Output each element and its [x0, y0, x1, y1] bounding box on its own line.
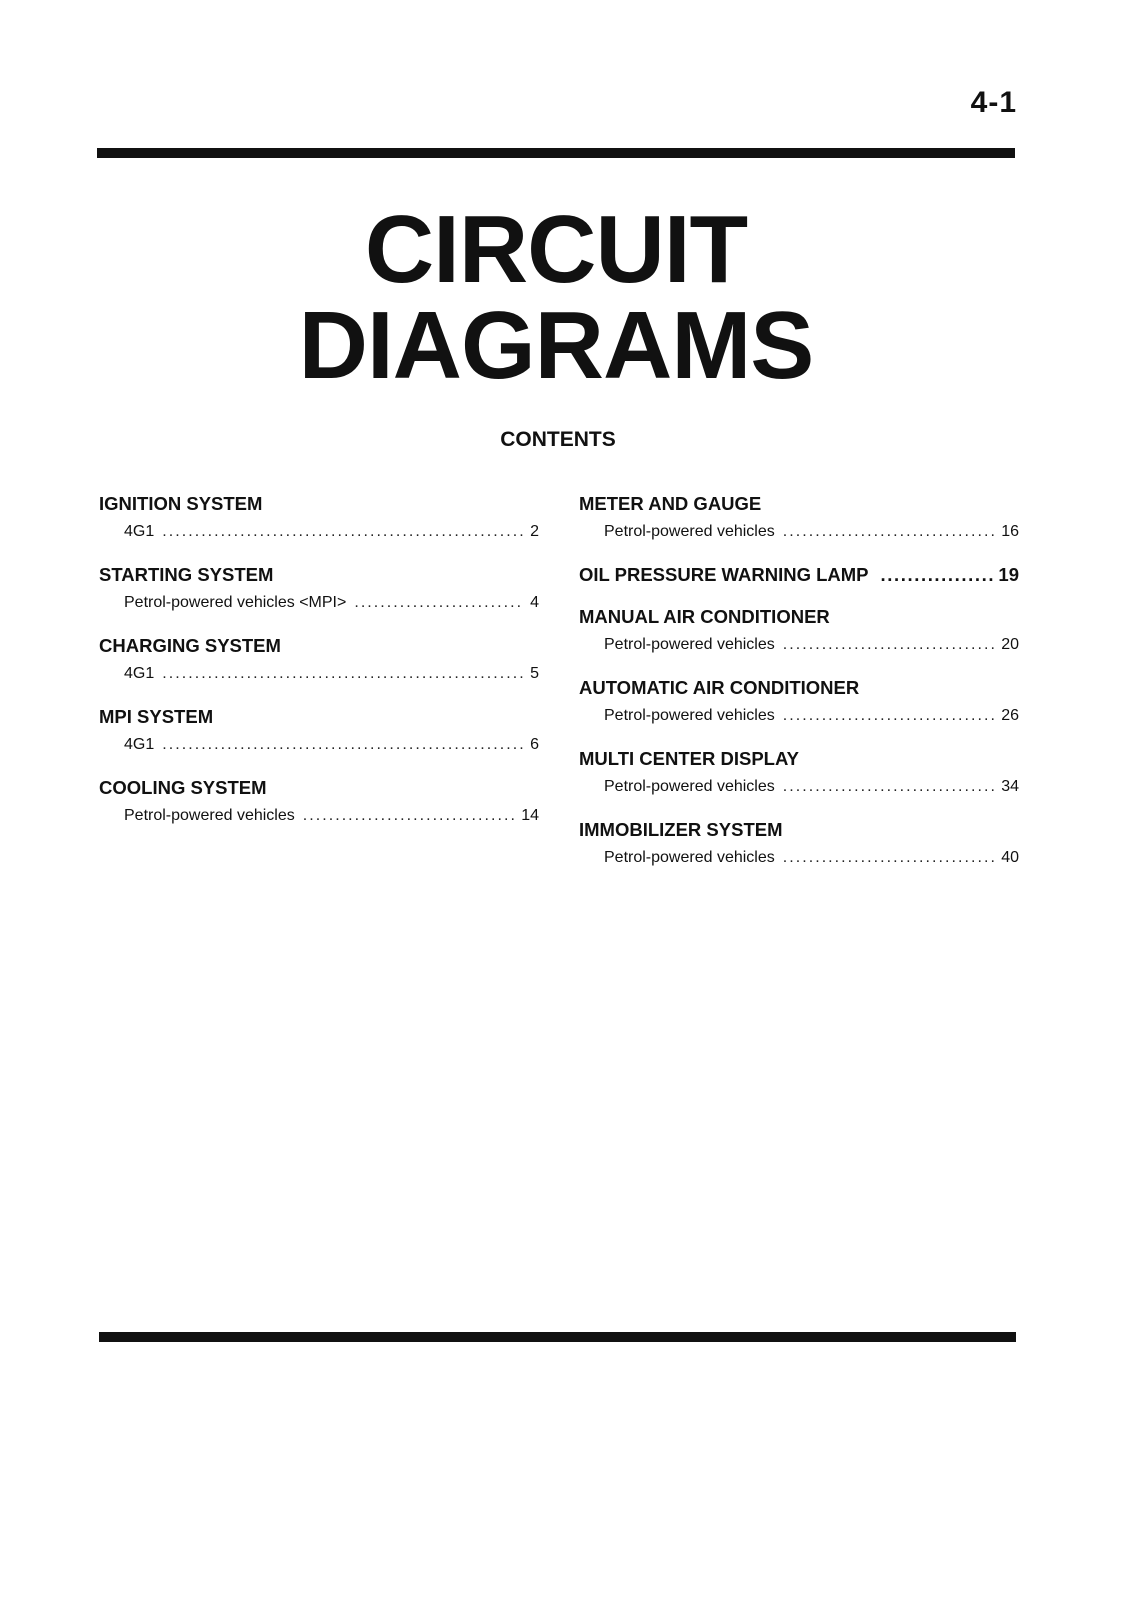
section-title: OIL PRESSURE WARNING LAMP: [579, 564, 869, 585]
section-title: MANUAL AIR CONDITIONER: [579, 606, 830, 627]
entry-label: Petrol-powered vehicles <MPI>: [124, 594, 347, 611]
top-rule: [97, 148, 1015, 158]
toc-entry[interactable]: [579, 776, 1019, 800]
entry-page: 26: [1001, 707, 1019, 724]
toc-entry[interactable]: [579, 705, 1019, 729]
page-number: 4-1: [970, 86, 1017, 119]
entry-page: 20: [1001, 636, 1019, 653]
entry-label: 4G1: [124, 736, 155, 753]
dot-leader: [303, 805, 515, 827]
title-line-2: DIAGRAMS: [298, 292, 814, 399]
entry-label: Petrol-powered vehicles: [604, 523, 775, 540]
dot-leader: [162, 521, 523, 543]
entry-label: 4G1: [124, 665, 155, 682]
contents-left-column: [99, 492, 539, 847]
contents-heading: CONTENTS: [500, 428, 616, 451]
toc-section-auto-ac: [579, 676, 1019, 729]
section-title: IMMOBILIZER SYSTEM: [579, 819, 783, 840]
entry-label: 4G1: [124, 523, 155, 540]
entry-label: Petrol-powered vehicles: [604, 778, 775, 795]
section-title: STARTING SYSTEM: [99, 564, 274, 585]
title-line-1: CIRCUIT: [364, 196, 748, 303]
section-title: METER AND GAUGE: [579, 493, 762, 514]
entry-label: Petrol-powered vehicles: [604, 849, 775, 866]
entry-label: Petrol-powered vehicles: [604, 707, 775, 724]
dot-leader: [162, 734, 523, 756]
entry-page: 5: [530, 665, 539, 682]
contents-right-column: [579, 492, 1019, 889]
entry-label: Petrol-powered vehicles: [124, 807, 295, 824]
toc-section-meter: [579, 492, 1019, 545]
toc-section-multi-center: [579, 747, 1019, 800]
entry-page: 34: [1001, 778, 1019, 795]
entry-page: 40: [1001, 849, 1019, 866]
toc-entry[interactable]: [99, 521, 539, 545]
dot-leader: [162, 663, 523, 685]
toc-entry[interactable]: [579, 847, 1019, 871]
entry-page: 16: [1001, 523, 1019, 540]
entry-page: 6: [530, 736, 539, 753]
dot-leader: [354, 592, 523, 614]
toc-section-oil-pressure[interactable]: [579, 563, 1019, 587]
section-title: IGNITION SYSTEM: [99, 493, 263, 514]
section-title: MULTI CENTER DISPLAY: [579, 748, 799, 769]
toc-section-immobilizer: [579, 818, 1019, 871]
toc-entry[interactable]: [99, 734, 539, 758]
toc-entry[interactable]: [99, 592, 539, 616]
dot-leader: [783, 521, 995, 543]
dot-leader: [783, 705, 995, 727]
dot-leader: [783, 847, 995, 869]
section-title: CHARGING SYSTEM: [99, 635, 281, 656]
toc-entry[interactable]: [579, 634, 1019, 658]
bottom-rule: [99, 1332, 1016, 1342]
toc-section-ignition: [99, 492, 539, 545]
entry-page: 19: [998, 564, 1019, 585]
dot-leader: [783, 634, 995, 656]
entry-page: 2: [530, 523, 539, 540]
toc-section-charging: [99, 634, 539, 687]
toc-section-cooling: [99, 776, 539, 829]
toc-section-manual-ac: [579, 605, 1019, 658]
toc-entry[interactable]: [579, 521, 1019, 545]
section-title: AUTOMATIC AIR CONDITIONER: [579, 677, 860, 698]
toc-section-starting: [99, 563, 539, 616]
entry-page: 14: [521, 807, 539, 824]
toc-entry[interactable]: [99, 663, 539, 687]
section-title: COOLING SYSTEM: [99, 777, 267, 798]
entry-page: 4: [530, 594, 539, 611]
entry-label: Petrol-powered vehicles: [604, 636, 775, 653]
dot-leader: [881, 563, 995, 587]
toc-section-mpi: [99, 705, 539, 758]
page-title: [0, 196, 1112, 399]
section-title: MPI SYSTEM: [99, 706, 214, 727]
dot-leader: [783, 776, 995, 798]
toc-entry[interactable]: [99, 805, 539, 829]
